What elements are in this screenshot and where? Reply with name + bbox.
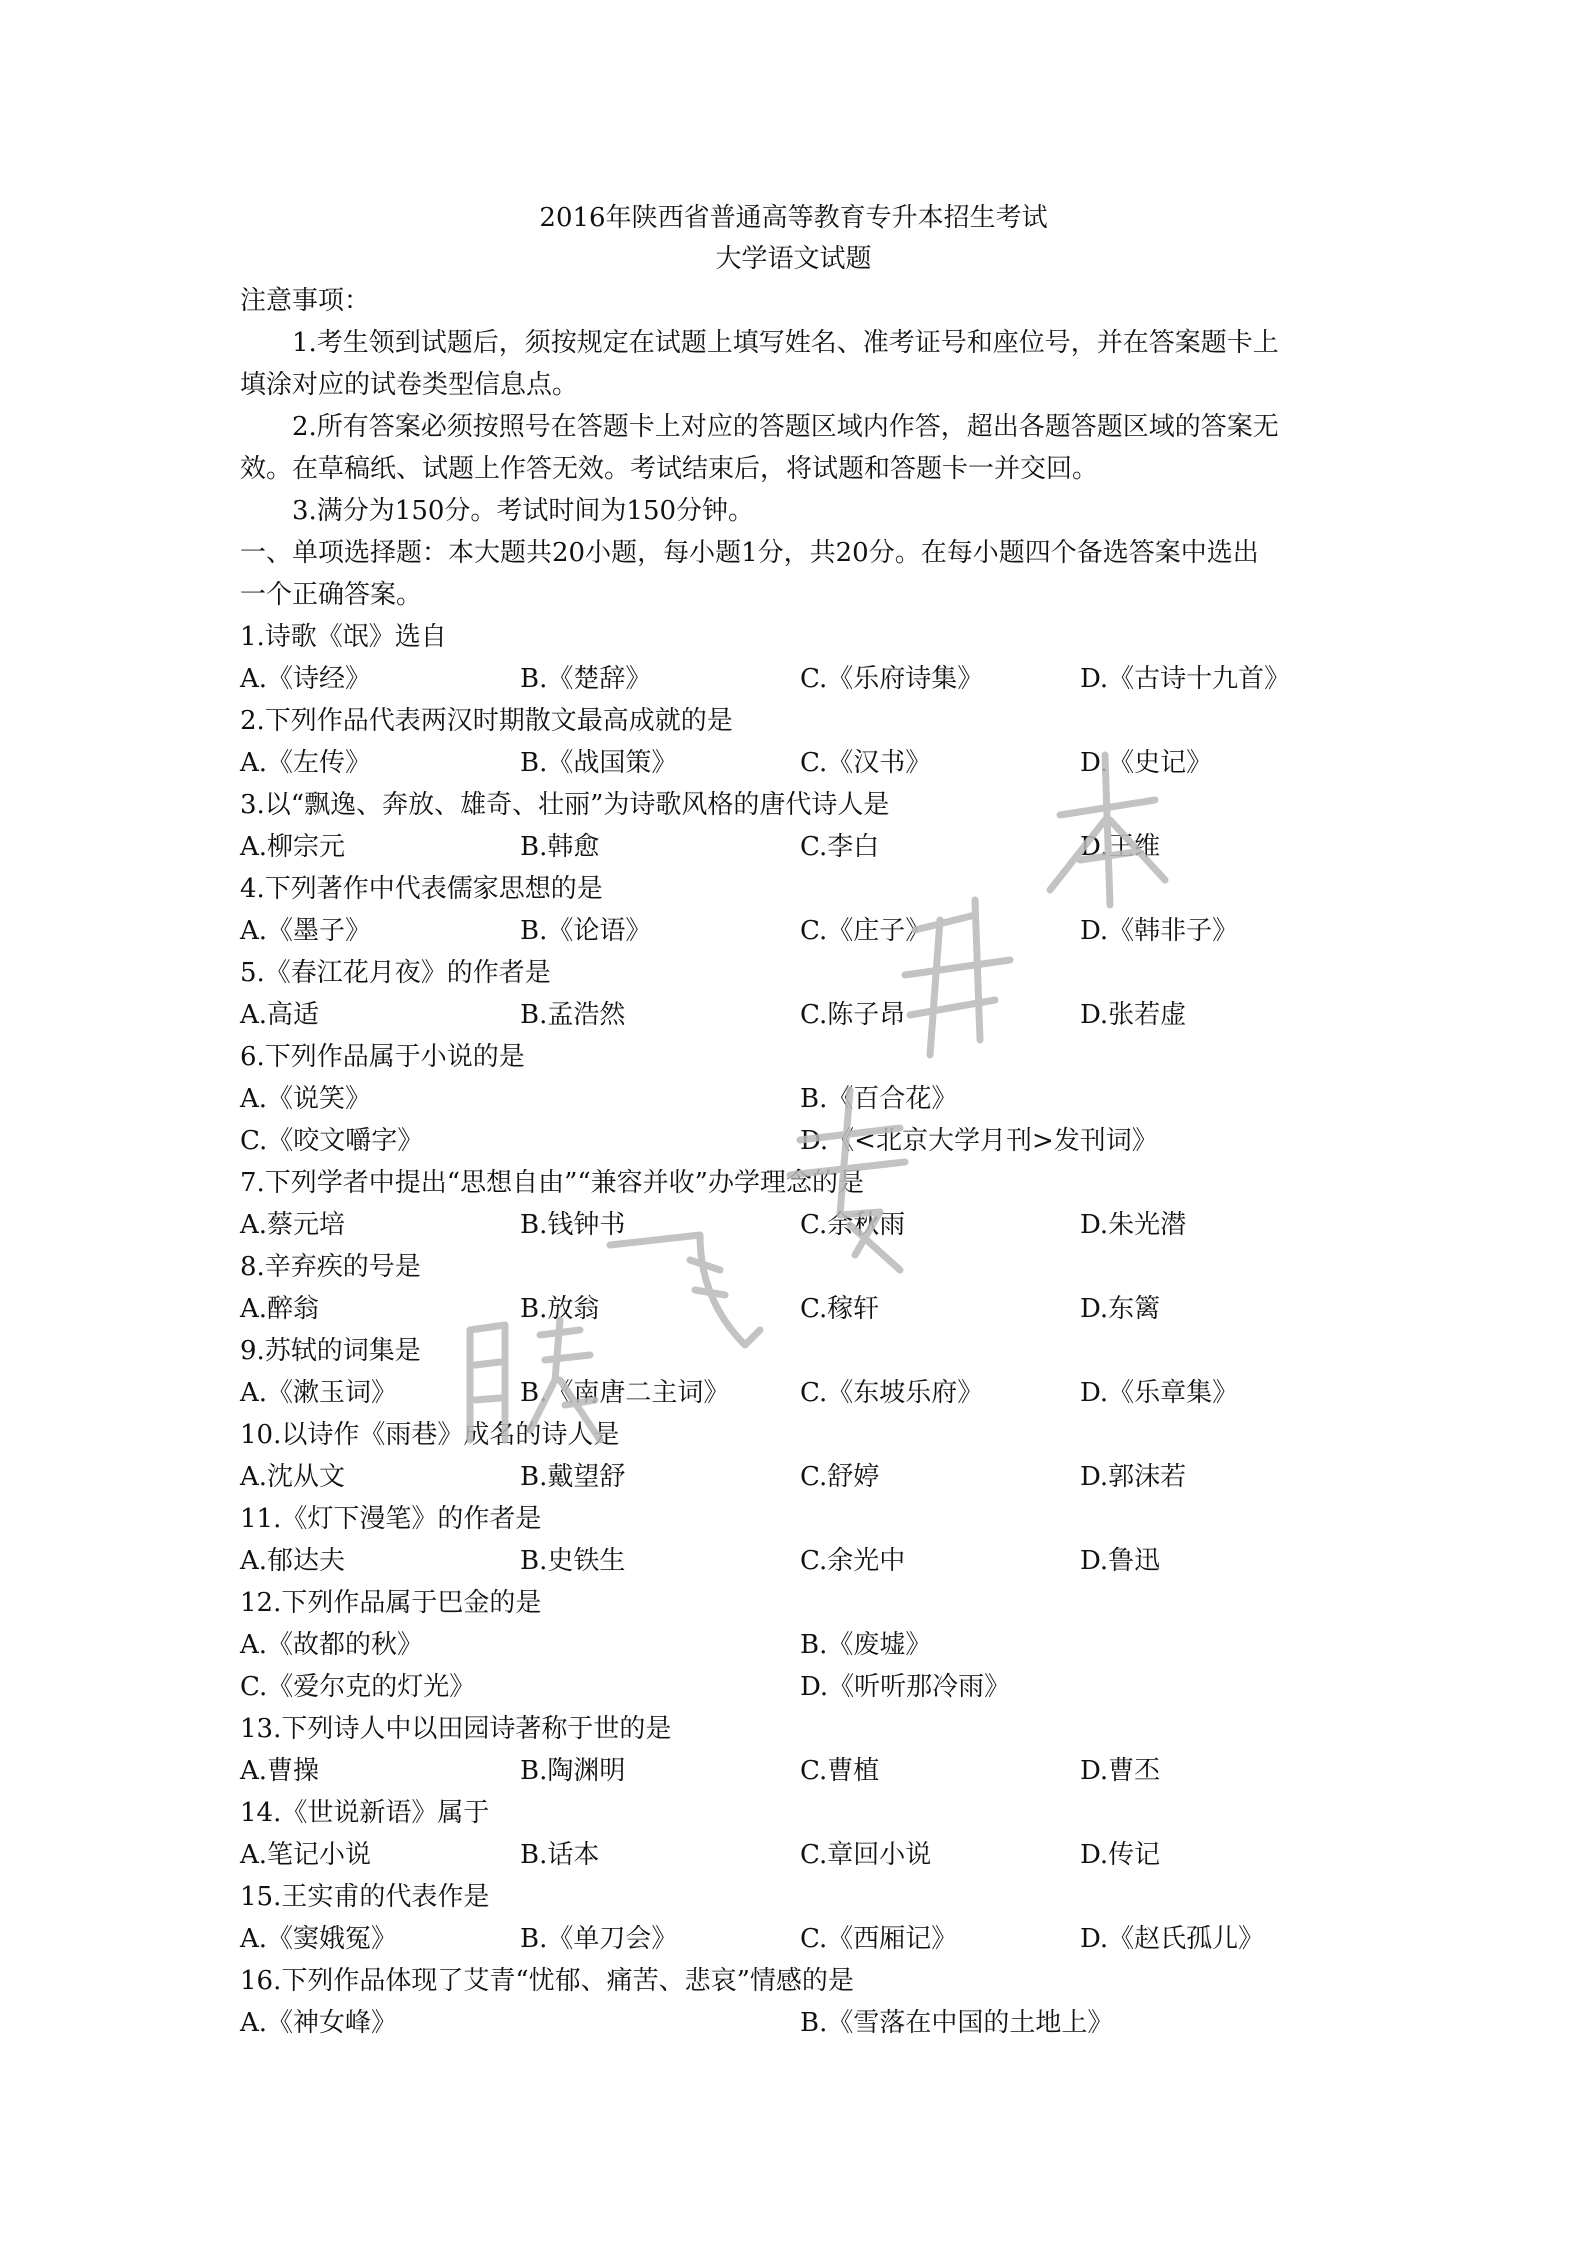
option-d: D.朱光潜 (1080, 1210, 1187, 1240)
option-d: D.《听听那冷雨》 (800, 1672, 1011, 1702)
option-b: B.《百合花》 (800, 1084, 958, 1114)
option-b: B.《南唐二主词》 (520, 1378, 730, 1408)
option-d: D.王维 (1080, 832, 1161, 862)
option-a: A.柳宗元 (240, 832, 346, 862)
notice-1: 1.考生领到试题后，须按规定在试题上填写姓名、准考证号和座位号，并在答案题卡上 (292, 328, 1279, 358)
option-c: C.舒婷 (800, 1462, 880, 1492)
exam-subtitle: 大学语文试题 (715, 244, 872, 274)
option-a: A.《墨子》 (240, 916, 372, 946)
option-d: D.《史记》 (1080, 748, 1213, 778)
question-10: 10.以诗作《雨巷》成名的诗人是 (240, 1420, 620, 1450)
question-4: 4.下列著作中代表儒家思想的是 (240, 874, 603, 904)
option-c: C.章回小说 (800, 1840, 932, 1870)
question-9: 9.苏轼的词集是 (240, 1336, 421, 1366)
option-c: C.余秋雨 (800, 1210, 906, 1240)
option-d: D.《乐章集》 (1080, 1378, 1239, 1408)
option-a: A.沈从文 (240, 1462, 346, 1492)
option-a: A.《窦娥冤》 (240, 1924, 398, 1954)
notice-2: 2.所有答案必须按照号在答题卡上对应的答题区域内作答，超出各题答题区域的答案无 (292, 412, 1279, 442)
question-7: 7.下列学者中提出“思想自由”“兼容并收”办学理念的是 (240, 1168, 864, 1198)
option-b: B.韩愈 (520, 832, 600, 862)
option-b: B.陶渊明 (520, 1756, 626, 1786)
option-d: D.东篱 (1080, 1294, 1161, 1324)
option-b: B.《废墟》 (800, 1630, 932, 1660)
section-heading: 一、单项选择题：本大题共20小题，每小题1分，共20分。在每小题四个备选答案中选出 (240, 538, 1259, 568)
option-a: A.蔡元培 (240, 1210, 346, 1240)
question-3: 3.以“飘逸、奔放、雄奇、壮丽”为诗歌风格的唐代诗人是 (240, 790, 890, 820)
question-6: 6.下列作品属于小说的是 (240, 1042, 525, 1072)
option-a: A.《说笑》 (240, 1084, 372, 1114)
option-d: D.传记 (1080, 1840, 1161, 1870)
option-d: D.张若虚 (1080, 1000, 1187, 1030)
option-d: D.鲁迅 (1080, 1546, 1161, 1576)
notice-2-cont: 效。在草稿纸、试题上作答无效。考试结束后，将试题和答题卡一并交回。 (240, 454, 1099, 484)
option-a: A.曹操 (240, 1756, 320, 1786)
option-d: D.《古诗十九首》 (1080, 664, 1291, 694)
option-c: C.曹植 (800, 1756, 880, 1786)
option-d: D.曹丕 (1080, 1756, 1161, 1786)
notice-heading: 注意事项： (240, 286, 371, 316)
option-a: A.《故都的秋》 (240, 1630, 424, 1660)
option-c: C.《汉书》 (800, 748, 932, 778)
notice-3: 3.满分为150分。考试时间为150分钟。 (292, 496, 755, 526)
option-a: A.笔记小说 (240, 1840, 372, 1870)
option-b: B.《楚辞》 (520, 664, 652, 694)
question-13: 13.下列诗人中以田园诗著称于世的是 (240, 1714, 672, 1744)
option-b: B.放翁 (520, 1294, 600, 1324)
option-c: C.李白 (800, 832, 880, 862)
question-14: 14.《世说新语》属于 (240, 1798, 490, 1828)
option-d: D.郭沫若 (1080, 1462, 1187, 1492)
option-c: C.陈子昂 (800, 1000, 906, 1030)
option-c: C.《乐府诗集》 (800, 664, 984, 694)
option-a: A.《漱玉词》 (240, 1378, 398, 1408)
question-2: 2.下列作品代表两汉时期散文最高成就的是 (240, 706, 733, 736)
notice-1-cont: 填涂对应的试卷类型信息点。 (240, 370, 579, 400)
option-b: B.话本 (520, 1840, 600, 1870)
option-c: C.余光中 (800, 1546, 906, 1576)
option-b: B.钱钟书 (520, 1210, 626, 1240)
option-a: A.《左传》 (240, 748, 372, 778)
option-c: C.稼轩 (800, 1294, 880, 1324)
option-d: D.《韩非子》 (1080, 916, 1239, 946)
option-b: B.《雪落在中国的土地上》 (800, 2008, 1114, 2038)
option-b: B.《单刀会》 (520, 1924, 678, 1954)
option-c: C.《庄子》 (800, 916, 932, 946)
option-d: D.《<北京大学月刊>发刊词》 (800, 1126, 1158, 1156)
option-c: C.《西厢记》 (800, 1924, 958, 1954)
option-c: C.《东坡乐府》 (800, 1378, 984, 1408)
option-b: B.《论语》 (520, 916, 652, 946)
section-heading-cont: 一个正确答案。 (240, 580, 423, 610)
option-c: C.《爱尔克的灯光》 (240, 1672, 476, 1702)
question-1: 1.诗歌《氓》选自 (240, 622, 447, 652)
option-a: A.《诗经》 (240, 664, 372, 694)
question-11: 11.《灯下漫笔》的作者是 (240, 1504, 542, 1534)
option-a: A.高适 (240, 1000, 320, 1030)
option-a: A.《神女峰》 (240, 2008, 398, 2038)
question-12: 12.下列作品属于巴金的是 (240, 1588, 542, 1618)
question-15: 15.王实甫的代表作是 (240, 1882, 490, 1912)
question-8: 8.辛弃疾的号是 (240, 1252, 421, 1282)
option-b: B.戴望舒 (520, 1462, 626, 1492)
option-a: A.醉翁 (240, 1294, 320, 1324)
option-a: A.郁达夫 (240, 1546, 346, 1576)
option-b: B.史铁生 (520, 1546, 626, 1576)
option-d: D.《赵氏孤儿》 (1080, 1924, 1265, 1954)
option-b: B.《战国策》 (520, 748, 678, 778)
question-5: 5.《春江花月夜》的作者是 (240, 958, 551, 988)
option-c: C.《咬文嚼字》 (240, 1126, 424, 1156)
exam-title: 2016年陕西省普通高等教育专升本招生考试 (539, 203, 1048, 233)
question-16: 16.下列作品体现了艾青“忧郁、痛苦、悲哀”情感的是 (240, 1966, 854, 1996)
option-b: B.孟浩然 (520, 1000, 626, 1030)
